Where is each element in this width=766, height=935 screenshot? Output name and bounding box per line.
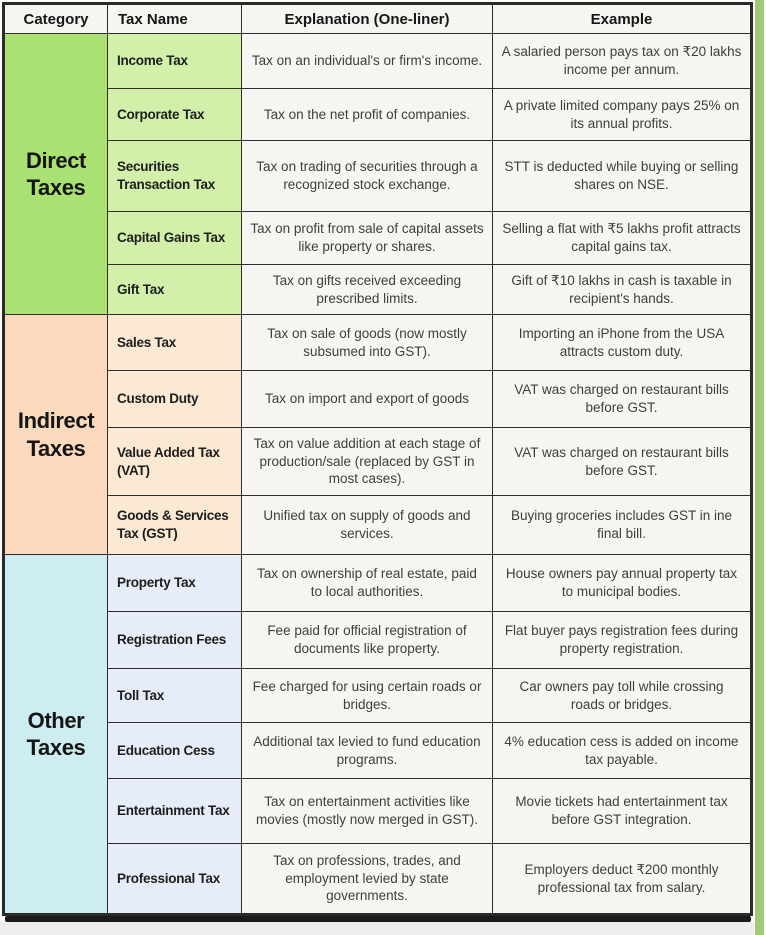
header-category: Category <box>4 4 108 34</box>
header-tax-name: Tax Name <box>108 4 242 34</box>
tax-name-cell: Securities Transaction Tax <box>108 141 242 212</box>
explanation-cell: Tax on an individual's or firm's income. <box>242 34 493 89</box>
example-cell: STT is deducted while buying or selling shares on NSE. <box>493 141 752 212</box>
tax-name-cell: Capital Gains Tax <box>108 212 242 265</box>
example-cell: Importing an iPhone from the USA attracts custom duty. <box>493 315 752 371</box>
explanation-cell: Tax on gifts received exceeding prescribed limits. <box>242 265 493 315</box>
example-cell: Selling a flat with ₹5 lakhs profit attracts capital gains tax. <box>493 212 752 265</box>
explanation-cell: Tax on sale of goods (now mostly subsumed into GST). <box>242 315 493 371</box>
table-row <box>4 428 752 496</box>
tax-name-cell: Professional Tax <box>108 844 242 915</box>
tax-table <box>2 2 753 916</box>
header-row <box>4 4 752 34</box>
explanation-cell: Tax on value addition at each stage of production/sale (replaced by GST in most cases). <box>242 428 493 496</box>
example-cell: Employers deduct ₹200 monthly professional tax from salary. <box>493 844 752 915</box>
example-cell: Gift of ₹10 lakhs in cash is taxable in recipient's hands. <box>493 265 752 315</box>
explanation-cell: Tax on profit from sale of capital assets like property or shares. <box>242 212 493 265</box>
tax-name-cell: Education Cess <box>108 723 242 779</box>
tax-name-cell: Goods & Services Tax (GST) <box>108 496 242 555</box>
explanation-cell: Tax on professions, trades, and employment levied by state governments. <box>242 844 493 915</box>
category-cell-indirect-taxes: Indirect Taxes <box>4 315 108 555</box>
tax-name-cell: Registration Fees <box>108 612 242 669</box>
explanation-cell: Tax on entertainment activities like movies (mostly now merged in GST). <box>242 779 493 844</box>
page-bottom-edge <box>0 922 754 935</box>
table-row <box>4 89 752 141</box>
table-row <box>4 555 752 612</box>
category-cell-direct-taxes: Direct Taxes <box>4 34 108 315</box>
table-row <box>4 496 752 555</box>
table-row <box>4 212 752 265</box>
example-cell: VAT was charged on restaurant bills before GST. <box>493 428 752 496</box>
example-cell: VAT was charged on restaurant bills before GST. <box>493 371 752 428</box>
explanation-cell: Fee paid for official registration of documents like property. <box>242 612 493 669</box>
example-cell: A salaried person pays tax on ₹20 lakhs income per annum. <box>493 34 752 89</box>
table-row <box>4 265 752 315</box>
table-row <box>4 315 752 371</box>
explanation-cell: Tax on ownership of real estate, paid to local authorities. <box>242 555 493 612</box>
tax-name-cell: Gift Tax <box>108 265 242 315</box>
table-row <box>4 844 752 915</box>
tax-name-cell: Toll Tax <box>108 669 242 723</box>
right-edge-strip <box>755 0 764 935</box>
example-cell: Flat buyer pays registration fees during property registration. <box>493 612 752 669</box>
category-cell-other-taxes: Other Taxes <box>4 555 108 915</box>
example-cell: A private limited company pays 25% on its annual profits. <box>493 89 752 141</box>
explanation-cell: Additional tax levied to fund education programs. <box>242 723 493 779</box>
tax-name-cell: Corporate Tax <box>108 89 242 141</box>
tax-name-cell: Entertainment Tax <box>108 779 242 844</box>
explanation-cell: Unified tax on supply of goods and services. <box>242 496 493 555</box>
explanation-cell: Tax on trading of securities through a recognized stock exchange. <box>242 141 493 212</box>
table-row <box>4 779 752 844</box>
explanation-cell: Tax on import and export of goods <box>242 371 493 428</box>
example-cell: 4% education cess is added on income tax payable. <box>493 723 752 779</box>
example-cell: Movie tickets had entertainment tax before GST integration. <box>493 779 752 844</box>
explanation-cell: Tax on the net profit of companies. <box>242 89 493 141</box>
table-row <box>4 669 752 723</box>
table-row <box>4 371 752 428</box>
table-row <box>4 723 752 779</box>
tax-name-cell: Value Added Tax (VAT) <box>108 428 242 496</box>
table-row <box>4 34 752 89</box>
explanation-cell: Fee charged for using certain roads or bridges. <box>242 669 493 723</box>
table-row <box>4 612 752 669</box>
example-cell: Buying groceries includes GST in ine final bill. <box>493 496 752 555</box>
example-cell: House owners pay annual property tax to municipal bodies. <box>493 555 752 612</box>
tax-name-cell: Custom Duty <box>108 371 242 428</box>
header-example: Example <box>493 4 752 34</box>
example-cell: Car owners pay toll while crossing roads or bridges. <box>493 669 752 723</box>
table-row <box>4 141 752 212</box>
header-explanation: Explanation (One-liner) <box>242 4 493 34</box>
tax-name-cell: Income Tax <box>108 34 242 89</box>
table-bottom-shadow <box>5 916 751 922</box>
tax-name-cell: Property Tax <box>108 555 242 612</box>
tax-name-cell: Sales Tax <box>108 315 242 371</box>
